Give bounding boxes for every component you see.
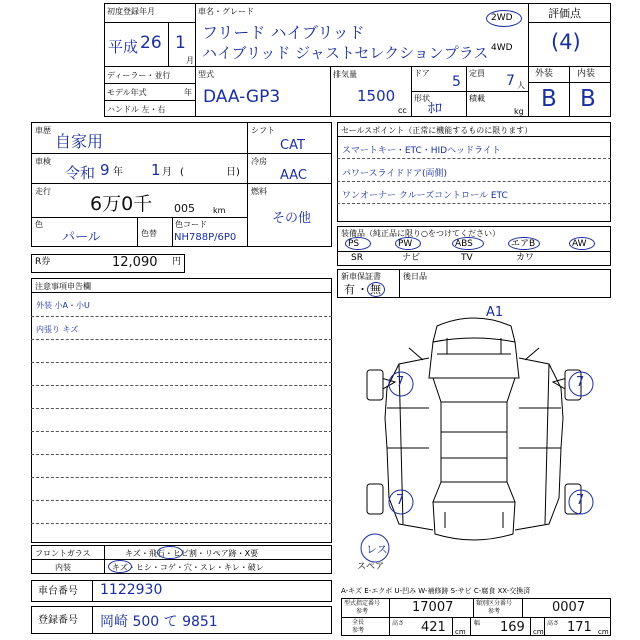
tire-mark: 7 [396, 493, 405, 508]
divider [31, 292, 332, 293]
ac-label: 冷房 [251, 157, 267, 166]
model-no: 17007 [412, 600, 454, 615]
height-label: 高さ [547, 620, 560, 627]
notes-rule [31, 362, 332, 363]
divider [137, 217, 138, 247]
model-year-label: モデル年式 [107, 88, 147, 97]
height-unit: cm [598, 628, 609, 636]
notes-rule [31, 431, 332, 432]
glass-mark-circle [157, 546, 183, 559]
shape: ﾎﾛ [428, 101, 442, 117]
mileage-sub: 005 [174, 202, 195, 215]
equipment-item: エアB [511, 239, 536, 249]
damage-legend: A-キズ E-エクボ U-凹み W-補修跡 S-サビ C-腐食 XX-交換済 [341, 587, 531, 595]
divider [528, 22, 611, 23]
plate-label: 登録番号 [38, 615, 78, 626]
capacity: 7 [506, 73, 515, 89]
spare-label: スペア [357, 562, 385, 572]
divider [92, 606, 93, 634]
color-change-label: 色替 [141, 229, 157, 238]
model-no-sub: 参考 [356, 608, 369, 615]
width-label: 幅 [474, 620, 481, 627]
chassis-label: 車台番号 [38, 586, 78, 597]
drive-2wd: 2WD [491, 13, 513, 23]
length-label: 全長 [352, 619, 365, 626]
inspection-year: 9 [100, 161, 110, 179]
usage: 自家用 [55, 132, 104, 151]
type-label: 型式 [198, 70, 214, 79]
divider [247, 183, 332, 184]
notes-rule [31, 339, 332, 340]
tire-mark: 7 [576, 493, 585, 508]
divider [411, 91, 528, 92]
exterior-label: 外装 [535, 69, 554, 79]
notes-label: 注意事項申告欄 [35, 282, 91, 291]
interior-mark-circle [108, 560, 132, 573]
name-label: 車名・グレード [198, 7, 254, 16]
divider [104, 83, 195, 84]
length-sub: 参考 [352, 627, 365, 634]
sales-point-line: スマートキー・ETC・HIDヘッドライト [342, 146, 501, 156]
divider [337, 158, 611, 159]
shape-label: 形状 [414, 94, 430, 103]
displacement-label: 排気量 [333, 70, 357, 79]
notes-rule [31, 500, 332, 501]
mileage-label: 走行 [35, 187, 51, 196]
equipment-item: カワ [516, 253, 535, 263]
notes-rule [31, 316, 332, 317]
tire-mark: 7 [396, 375, 405, 390]
recovery-label: 後日品 [403, 272, 427, 281]
displacement: 1500 [357, 87, 396, 105]
capacity-unit: 人 [517, 81, 525, 90]
divider [452, 617, 453, 636]
divider [337, 181, 611, 182]
warranty-label: 新車保証書 [341, 272, 381, 281]
divider [473, 598, 474, 617]
handle-label: ハンドル 左・右 [107, 105, 166, 114]
warranty-no: 無 [370, 283, 381, 296]
divider [341, 617, 611, 618]
shift: CAT [280, 138, 305, 153]
model-code: DAA-GP3 [203, 87, 281, 107]
divider [337, 136, 611, 137]
interior-grade: B [580, 86, 596, 112]
inspection-year-unit: 年 [113, 167, 123, 178]
doors: 5 [452, 74, 461, 90]
interior-glass-label: 内装 [55, 563, 71, 572]
width: 169 [500, 620, 525, 635]
color-code: NH788P/6P0 [174, 232, 237, 243]
model-year-unit: 年 [184, 88, 192, 97]
recycle-amount: 12,090 [112, 255, 158, 270]
reg-year-label: 初度登録年月 [107, 7, 155, 16]
reg-month: 1 [175, 33, 186, 53]
inspection-day-unit: 日) [226, 167, 240, 178]
eval-score: (4) [551, 30, 581, 54]
dealer-label: ディーラー・並行 [107, 71, 171, 80]
divider [530, 617, 531, 636]
reg-era: 平成 [108, 38, 139, 56]
front-glass-items: キズ・飛石・ヒビ割・リペア跡・X要 [125, 549, 259, 558]
sales-point-line: パワースライドドア(両側) [342, 169, 448, 179]
color: パール [62, 230, 101, 245]
interior-label: 内装 [577, 69, 596, 79]
inspection-label: 車検 [35, 157, 51, 166]
exterior-grade: B [541, 86, 557, 112]
divider [330, 66, 331, 117]
usage-label: 車歴 [35, 126, 51, 135]
load-label: 積載 [469, 94, 485, 103]
divider [195, 3, 196, 117]
width-unit: cm [533, 628, 544, 636]
km-unit: km [213, 206, 226, 215]
length: 421 [421, 620, 446, 635]
front-glass-label: フロントガラス [35, 549, 91, 558]
fuel-label: 燃料 [251, 187, 267, 196]
reg-month-unit: 月 [186, 56, 194, 65]
inspection-era: 令和 [65, 164, 96, 182]
divider [544, 617, 545, 636]
class-no-label: 類別区分番号 [476, 600, 513, 607]
door-label: ドア [414, 69, 430, 78]
divider [389, 598, 390, 636]
class-no: 0007 [552, 600, 586, 615]
equipment-item: AW [572, 239, 587, 249]
equipment-item: PS [348, 239, 360, 249]
notes-rule [31, 523, 332, 524]
reg-year: 26 [140, 33, 162, 53]
inspection-paren: ( [180, 167, 184, 178]
plate-number: 岡崎 500 て 9851 [100, 614, 218, 630]
inspection-month-unit: 月 [162, 167, 172, 178]
recycle-box [31, 254, 185, 273]
divider [247, 122, 248, 247]
car-grade: ハイブリッド ジャストセレクションプラス [202, 44, 489, 62]
notes-line: 外装 小A・小U [36, 301, 90, 310]
divider [104, 66, 528, 67]
divider [104, 545, 105, 574]
kg-unit: kg [514, 107, 524, 116]
divider [247, 153, 332, 154]
divider [31, 153, 247, 154]
divider [470, 617, 471, 636]
cc-unit: cc [398, 106, 407, 115]
divider [92, 580, 93, 602]
divider [337, 251, 611, 252]
car-diagram [337, 298, 611, 570]
length-unit: cm [455, 628, 466, 636]
notes-rule [31, 408, 332, 409]
height: 171 [567, 620, 592, 635]
notes-line: 内張り キズ [36, 325, 79, 334]
sales-points-label: セールスポイント（正常に機能するものに限ります） [341, 126, 533, 135]
recycle-unit: 円 [172, 257, 182, 267]
notes-rule [31, 454, 332, 455]
divider [337, 203, 611, 204]
divider [168, 22, 169, 66]
height-label-top: 高さ [392, 620, 405, 627]
chassis-number: 1122930 [100, 582, 163, 598]
divider [31, 183, 247, 184]
equipment-item: ナビ [402, 253, 421, 263]
divider [104, 22, 195, 23]
fuel: その他 [272, 211, 312, 226]
mileage: 6万0千 [90, 193, 153, 215]
warranty-sep: ・ [357, 283, 368, 296]
divider [172, 217, 173, 247]
sales-point-line: ワンオーナー クルーズコントロール ETC [342, 191, 508, 201]
spare-mark: レス [366, 543, 388, 556]
notes-box [31, 278, 332, 543]
ac: AAC [280, 168, 307, 183]
tire-mark: 7 [576, 375, 585, 390]
drive-4wd: 4WD [491, 43, 513, 53]
color-code-label: 色コード [175, 220, 207, 229]
damage-mark: A1 [486, 305, 504, 320]
divider [31, 559, 332, 560]
shift-label: シフト [251, 126, 275, 135]
divider [528, 3, 529, 117]
equipment-item: PW [398, 239, 413, 249]
equipment-item: ABS [455, 239, 473, 249]
equipment-item: TV [461, 253, 473, 263]
equipment-label: 装備品（純正品に限り○をつけてください） [341, 229, 500, 238]
color-label: 色 [35, 220, 43, 229]
car-name: フリード ハイブリッド [202, 23, 365, 42]
model-no-label: 型式指定番号 [344, 600, 381, 607]
class-no-sub: 参考 [488, 608, 501, 615]
divider [569, 66, 570, 117]
notes-rule [31, 385, 332, 386]
divider [522, 598, 523, 617]
interior-glass-items: キズ・ヒシ・コゲ・穴・スレ・キレ・破レ [112, 563, 264, 572]
divider [31, 217, 247, 218]
inspection-month: 1 [151, 161, 161, 179]
warranty-yes: 有 [344, 283, 355, 296]
divider [399, 269, 400, 298]
equipment-item: SR [351, 253, 363, 263]
recycle-label: R券 [35, 257, 51, 267]
eval-label: 評価点 [548, 7, 581, 20]
capacity-label: 定員 [469, 69, 485, 78]
notes-rule [31, 477, 332, 478]
divider [104, 100, 195, 101]
